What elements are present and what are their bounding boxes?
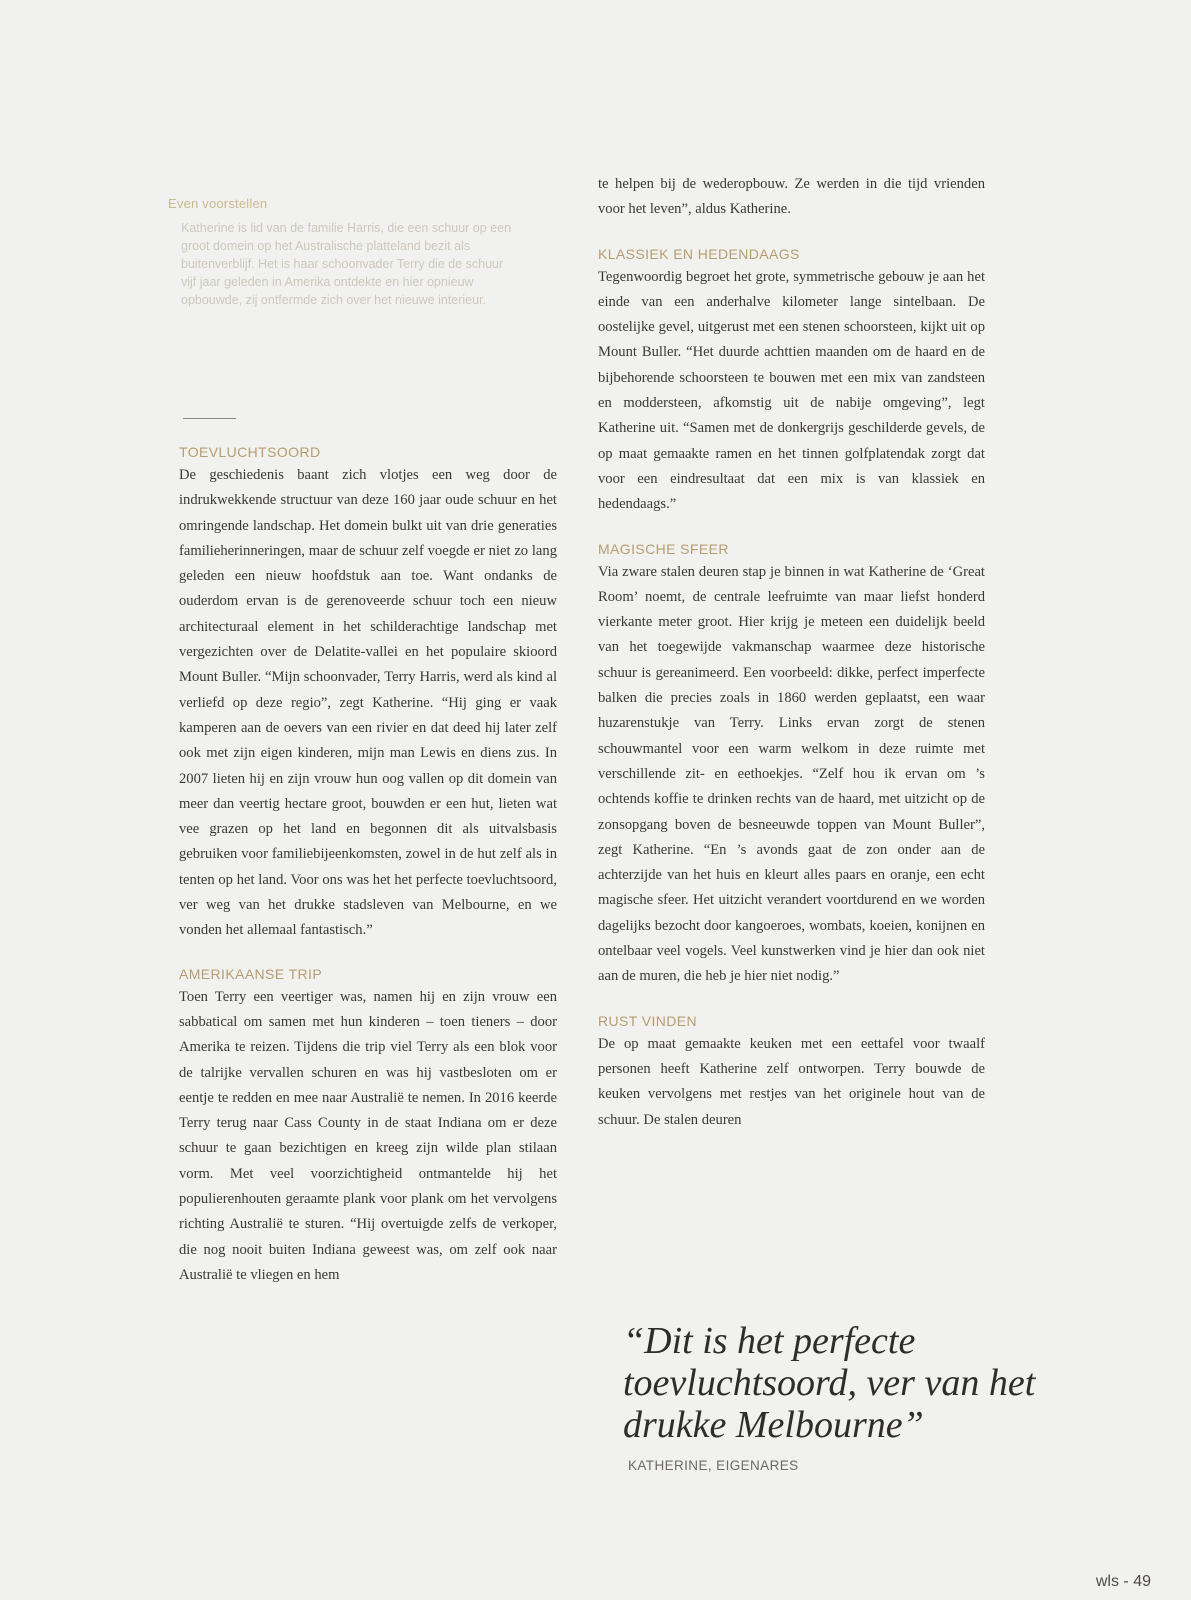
heading-magische-sfeer: MAGISCHE SFEER xyxy=(598,540,729,557)
section-divider xyxy=(183,418,236,419)
page-number: wls - 49 xyxy=(1095,1573,1151,1590)
heading-amerikaanse-trip: AMERIKAANSE TRIP xyxy=(179,965,323,982)
body-rust-vinden: De op maat gemaakte keuken met een eettafel voor twaalf personen heeft Katherine zelf ontworpen. Terry bouwde de keuken vervolgens met restjes van het originele hout van de schuur. De stalen deuren xyxy=(598,1035,985,1128)
body-amerikaanse-trip: Toen Terry een veertiger was, namen hij en zijn vrouw een sabbatical om samen met hun kinderen – toen tieners – door Amerika te reizen. Tijdens die trip viel Terry als een blok voor de talrijke vervallen schuren en was hij vastbesloten om er eentje te redden en mee naar Australië te nemen. In 2016 keerde Terry terug naar Cass County in de staat Indiana om er deze schuur te gaan bezichtigen en kreeg zijn wilde plan stilaan vorm. Met veel voorzichtigheid ontmantelde hij het populierenhouten geraamte plank voor plank om het vervolgens richting Australië te sturen. “Hij overtuigde zelfs de verkoper, die nog nooit buiten Indiana geweest was, om zelf ook naar Australië te vliegen en hem xyxy=(179,988,557,1283)
pull-quote xyxy=(623,1320,1053,1473)
body-magische-sfeer: Via zware stalen deuren stap je binnen in wat Katherine de ‘Great Room’ noemt, de centrale leefruimte van maar liefst honderd vierkante meter groot. Hier krijg je meteen een duidelijk beeld van het toegewijde vakmanschap waarmee deze historische schuur is gereanimeerd. Een voorbeeld: dikke, perfect imperfecte balken die precies zoals in 1860 werden geplaatst, een waar huzarenstukje van Terry. Links ervan zorgt de stenen schouwmantel voor een warm welkom in deze ruimte met verschillende zit- en eethoekjes. “Zelf hou ik ervan om ’s ochtends koffie te drinken rechts van de haard, met uitzicht op de zonsopgang boven de besneeuwde toppen van Mount Buller”, zegt Katherine. “En ’s avonds gaat de zon onder aan de achterzijde van het huis en kleurt alles paars en oranje, een echt magische sfeer. Het uitzicht verandert voortdurend en we worden dagelijks bezocht door kangoeroes, wombats, koeien, konijnen en ontelbaar veel vogels. Veel kunstwerken vind je hier dan ook niet aan de muren, die heb je hier niet nodig.” xyxy=(598,563,985,985)
heading-toevluchtsoord: TOEVLUCHTSOORD xyxy=(179,444,321,460)
intro-body: Katherine is lid van de familie Harris, die een schuur op een groot domein op het Australische platteland bezit als buitenverblijf. Het is haar schoonvader Terry die de schuur vijf jaar geleden in Amerika ontdekte en hier opnieuw opbouwde, zij ontfermde zich over het nieuwe interieur. xyxy=(181,221,512,307)
body-klassiek-en-hedendaags: Tegenwoordig begroet het grote, symmetrische gebouw je aan het einde van een anderhalve kilometer lange sintelbaan. De oostelijke gevel, uitgerust met een stenen schoorsteen, kijkt uit op Mount Buller. “Het duurde achttien maanden om de haard en de bijbehorende schoorsteen te bouwen met een mix van zandsteen en moddersteen, afkomstig uit de nabije omgeving”, legt Katherine uit. “Samen met de donkergrijs geschilderde gevels, de op maat gemaakte ramen en het tinnen golfplatendak zorgt dat voor een eindresultaat dat een mix is van klassiek en hedendaags.” xyxy=(598,268,985,513)
heading-klassiek-en-hedendaags: KLASSIEK EN HEDENDAAGS xyxy=(598,245,800,262)
right-column xyxy=(598,172,985,1133)
pull-quote-text: “Dit is het perfecte toevluchtsoord, ver van het drukke Melbourne” xyxy=(623,1320,1036,1446)
body-continuation: te helpen bij de wederopbouw. Ze werden in die tijd vrienden voor het leven”, aldus Katherine. xyxy=(598,176,985,218)
intro-title: Even voorstellen xyxy=(168,196,268,211)
intro-box xyxy=(168,196,513,309)
left-column xyxy=(179,441,557,1288)
heading-rust-vinden: RUST VINDEN xyxy=(598,1012,698,1029)
body-toevluchtsoord: De geschiedenis baant zich vlotjes een weg door de indrukwekkende structuur van deze 160 jaar oude schuur en het omringende landschap. Het domein bulkt uit van drie generaties familieherinneringen, maar de schuur zelf voegde er niet zo lang geleden een nieuw hoofdstuk aan toe. Want ondanks de ouderdom ervan is de gerenoveerde schuur toch een nieuw architecturaal element in het schilderachtige landschap met vergezichten over de Delatite-vallei en het populaire skioord Mount Buller. “Mijn schoonvader, Terry Harris, werd als kind al verliefd op deze regio”, zegt Katherine. “Hij ging er vaak kamperen aan de oevers van een rivier en dat deed hij later zelf ook met zijn eigen kinderen, mijn man Lewis en diens zus. In 2007 lieten hij en zijn vrouw hun oog vallen op dit domein van meer dan veertig hectare groot, bouwden er een hut, lieten wat vee grazen op het land en begonnen dit als uitvalsbasis gebruiken voor familiebijeenkomsten, zowel in de hut zelf als in tenten op het land. Voor ons was het het perfecte toevluchtsoord, ver weg van het drukke stadsleven van Melbourne, en we vonden het allemaal fantastisch.” xyxy=(179,467,557,939)
pull-quote-attribution: KATHERINE, EIGENARES xyxy=(628,1458,799,1473)
